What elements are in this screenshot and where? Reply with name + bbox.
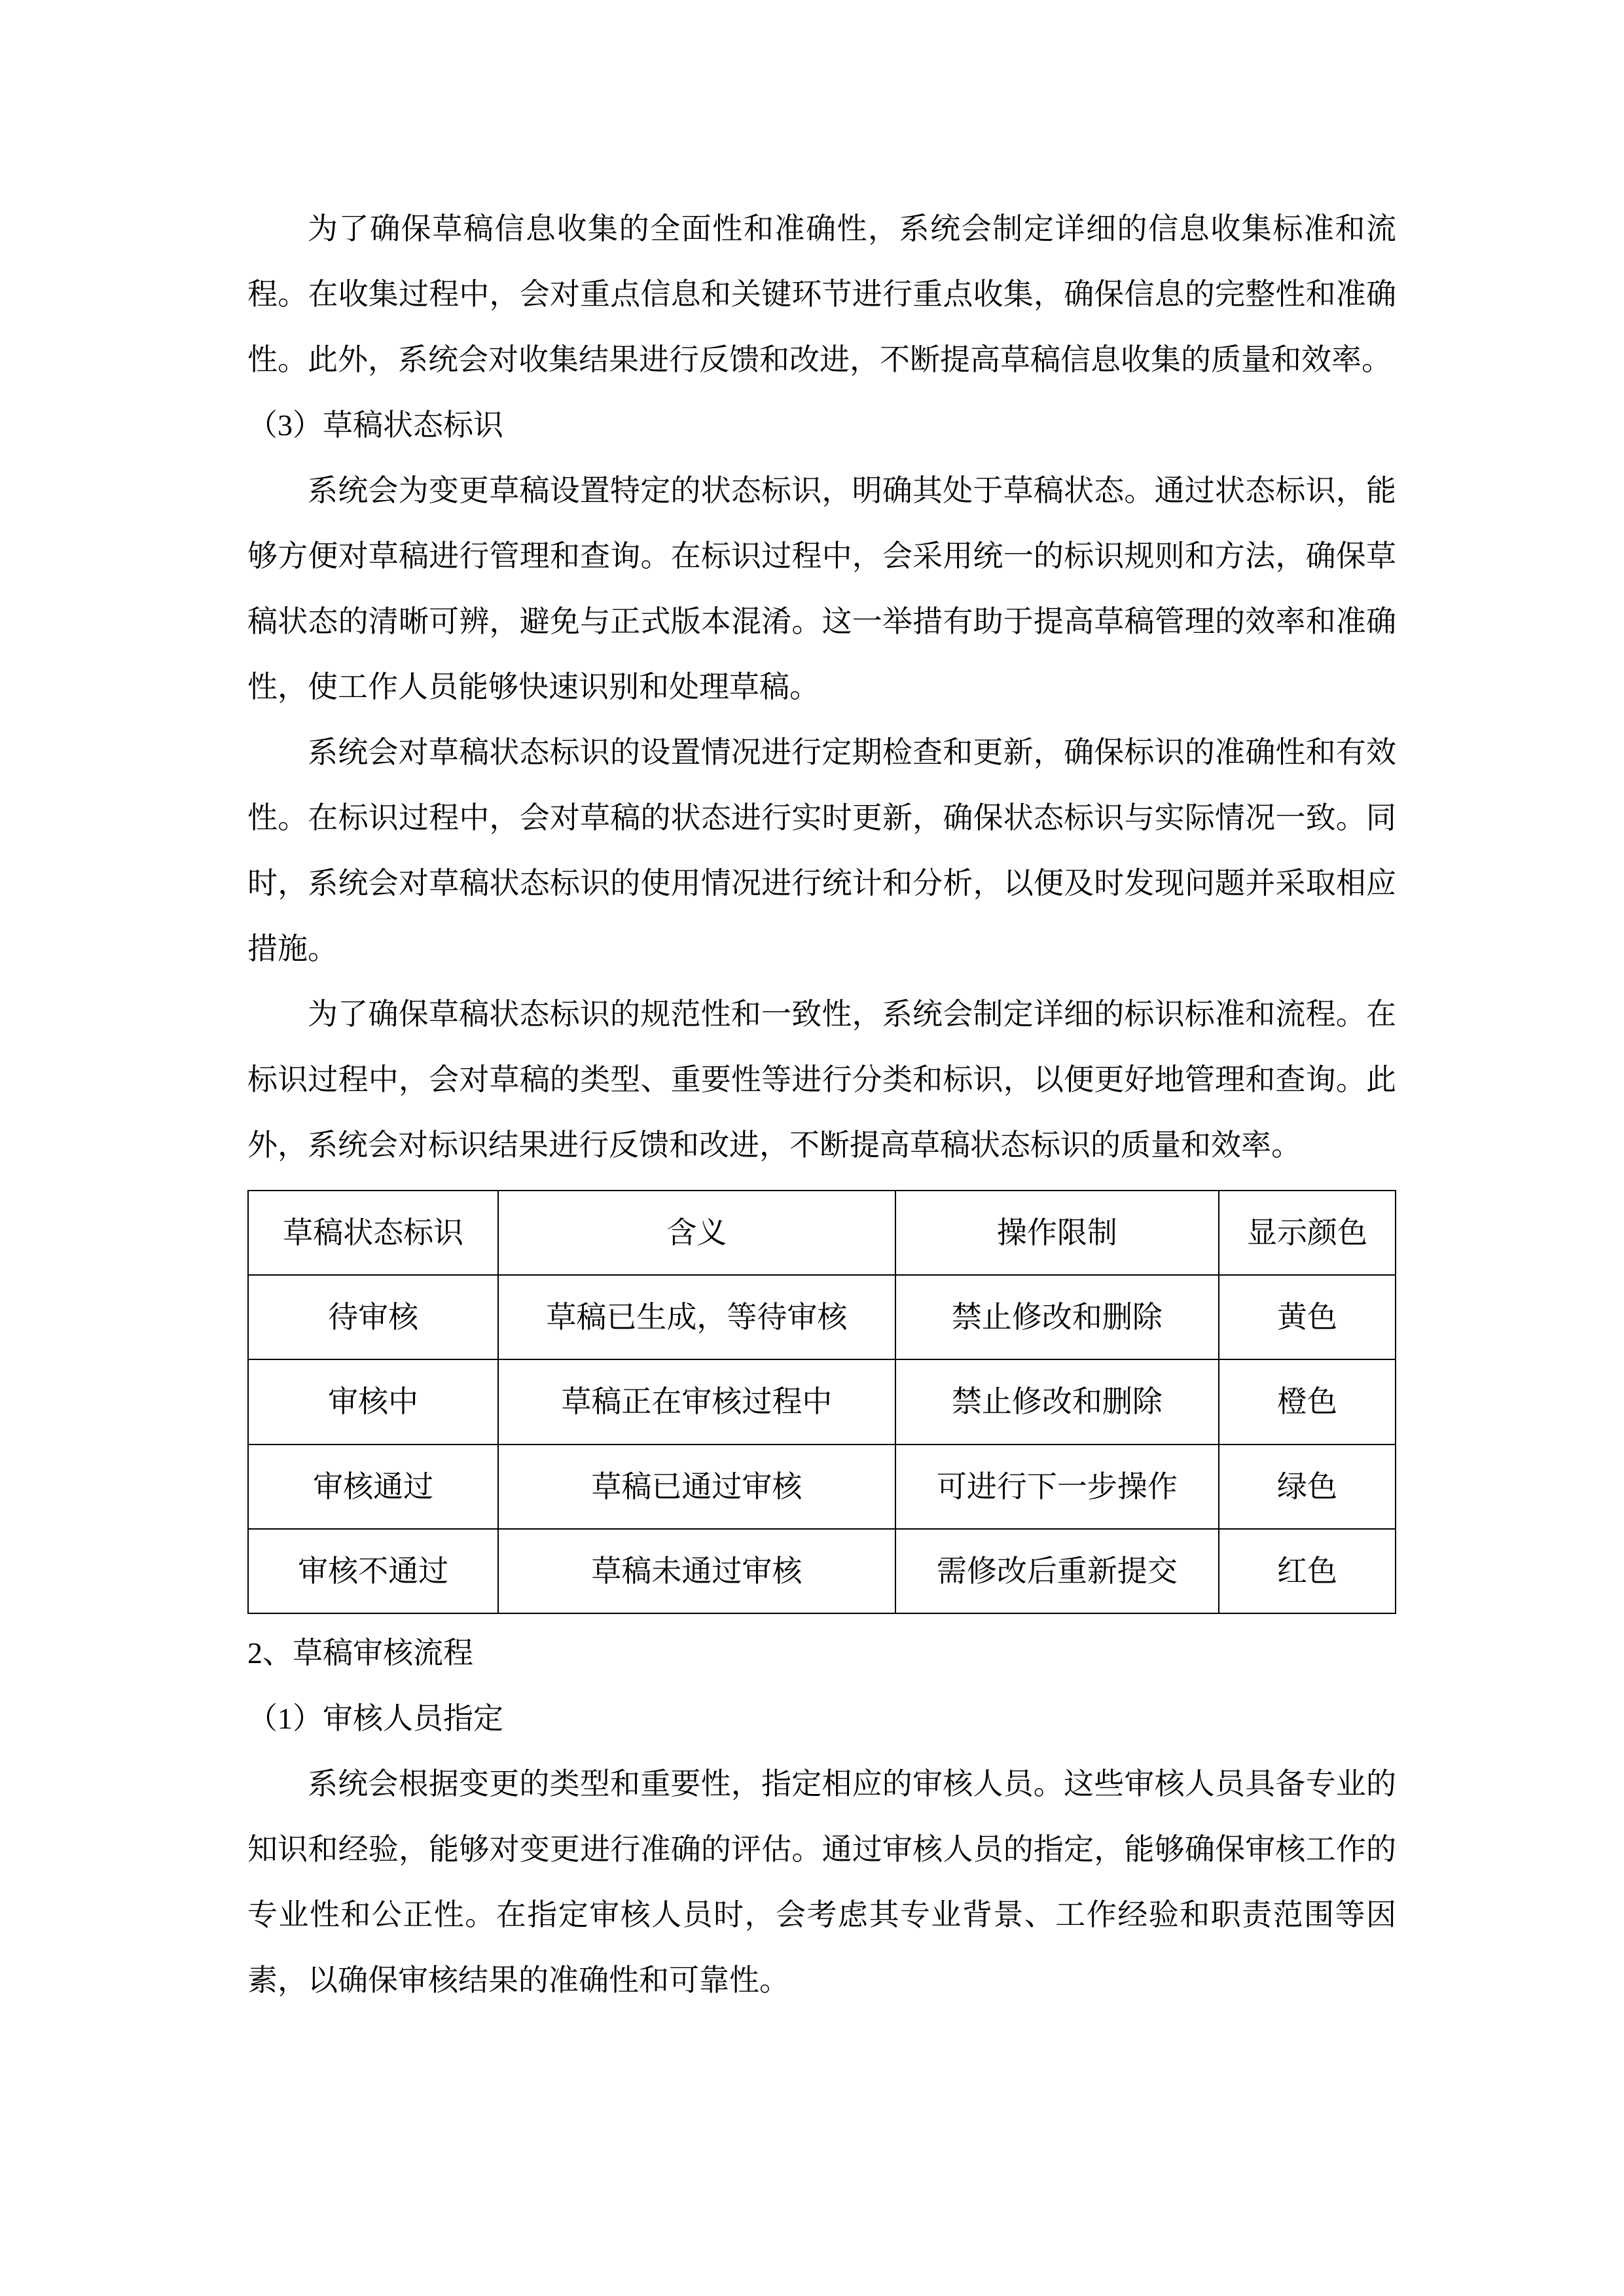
table-row [248,1275,1396,1359]
table-header-row [248,1191,1396,1275]
table-cell: 草稿正在审核过程中 [498,1359,895,1444]
table-header-cell: 含义 [498,1191,895,1275]
table-cell: 草稿未通过审核 [498,1529,895,1613]
table-cell: 可进行下一步操作 [895,1444,1219,1529]
heading-reviewer-assignment: （1）审核人员指定 [247,1701,503,1735]
table-cell: 审核中 [248,1359,498,1444]
heading-draft-status-label: （3）草稿状态标识 [247,408,503,442]
table-cell: 需修改后重新提交 [895,1529,1219,1613]
table-cell: 待审核 [248,1275,498,1359]
draft-status-table [247,1190,1396,1614]
table-cell: 橙色 [1219,1359,1396,1444]
table-cell: 草稿已通过审核 [498,1444,895,1529]
table-cell: 禁止修改和删除 [895,1275,1219,1359]
table-cell: 红色 [1219,1529,1396,1613]
table-cell: 审核通过 [248,1444,498,1529]
table-cell: 禁止修改和删除 [895,1359,1219,1444]
table-row [248,1359,1396,1444]
paragraph-status-label-3: 为了确保草稿状态标识的规范性和一致性，系统会制定详细的标识标准和流程。在标识过程中，会对草稿的类型、重要性等进行分类和标识，以便更好地管理和查询。此外，系统会对标识结果进行反馈和改进，不断提高草稿状态标识的质量和效率。 [247,997,1396,1162]
table-cell: 黄色 [1219,1275,1396,1359]
table-header-cell: 草稿状态标识 [248,1191,498,1275]
heading-draft-review-process: 2、草稿审核流程 [247,1636,473,1670]
paragraph-reviewer-assignment: 系统会根据变更的类型和重要性，指定相应的审核人员。这些审核人员具备专业的知识和经验，能够对变更进行准确的评估。通过审核人员的指定，能够确保审核工作的专业性和公正性。在指定审核人员时，会考虑其专业背景、工作经验和职责范围等因素，以确保审核结果的准确性和可靠性。 [247,1767,1396,1997]
table-cell: 审核不通过 [248,1529,498,1613]
table-row [248,1444,1396,1529]
table-header-cell: 显示颜色 [1219,1191,1396,1275]
table-cell: 草稿已生成，等待审核 [498,1275,895,1359]
paragraph-status-label-2: 系统会对草稿状态标识的设置情况进行定期检查和更新，确保标识的准确性和有效性。在标识过程中，会对草稿的状态进行实时更新，确保状态标识与实际情况一致。同时，系统会对草稿状态标识的使用情况进行统计和分析，以便及时发现问题并采取相应措施。 [247,736,1396,965]
paragraph-info-collection: 为了确保草稿信息收集的全面性和准确性，系统会制定详细的信息收集标准和流程。在收集过程中，会对重点信息和关键环节进行重点收集，确保信息的完整性和准确性。此外，系统会对收集结果进行反馈和改进，不断提高草稿信息收集的质量和效率。 [247,212,1396,376]
table-row [248,1529,1396,1613]
table-cell: 绿色 [1219,1444,1396,1529]
table-header-cell: 操作限制 [895,1191,1219,1275]
paragraph-status-label-1: 系统会为变更草稿设置特定的状态标识，明确其处于草稿状态。通过状态标识，能够方便对草稿进行管理和查询。在标识过程中，会采用统一的标识规则和方法，确保草稿状态的清晰可辨，避免与正式版本混淆。这一举措有助于提高草稿管理的效率和准确性，使工作人员能够快速识别和处理草稿。 [247,474,1396,704]
